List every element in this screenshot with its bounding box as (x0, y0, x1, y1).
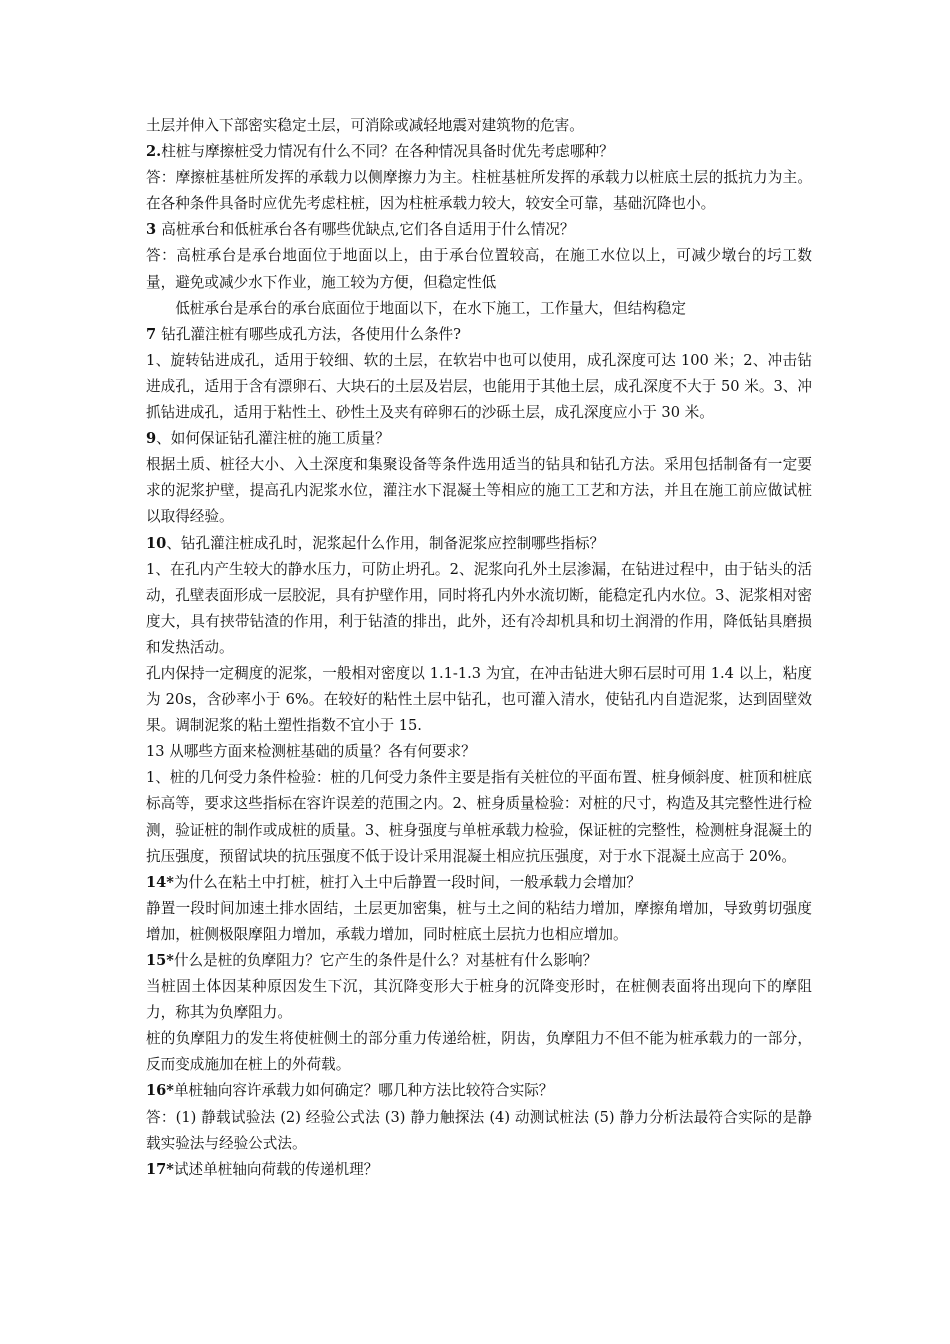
answer-14: 静置一段时间加速土排水固结，土层更加密集，桩与土之间的粘结力增加，摩擦角增加，导致剪切强度增加，桩侧极限摩阻力增加，承载力增加，同时桩底土层抗力也相应增加。 (146, 899, 812, 943)
answer-15-definition: 当桩固土体因某种原因发生下沉，其沉降变形大于桩身的沉降变形时，在桩侧表面将出现向下的摩阻力，称其为负摩阻力。 (146, 978, 812, 1022)
question-number: 10 (146, 534, 167, 552)
answer-3-high: 答：高桩承台是承台地面位于地面以上，由于承台位置较高，在施工水位以上，可减少墩台的圬工数量，避免或减少水下作业，施工较为方便，但稳定性低 (146, 247, 812, 291)
question-9 (146, 426, 812, 452)
question-text: 单桩轴向容许承载力如何确定？哪几种方法比较符合实际？ (173, 1082, 554, 1100)
question-text: 钻孔灌注桩有哪些成孔方法，各使用什么条件? (161, 325, 461, 343)
answer-13: 1、桩的几何受力条件检验：桩的几何受力条件主要是指有关桩位的平面布置、桩身倾斜度、桩顶和桩底标高等，要求这些指标在容许误差的范围之内。2、桩身质量检验：对桩的尺寸，构造及其完整性进行检测，验证桩的制作或成桩的质量。3、桩身强度与单桩承载力检验，保证桩的完整性，检测桩身混凝土的抗压强度，预留试块的抗压强度不低于设计采用混凝土相应抗压强度，对于水下混凝土应高于 20%。 (146, 769, 813, 865)
question-text: 、钻孔灌注桩成孔时，泥浆起什么作用，制备泥浆应控制哪些指标？ (166, 534, 605, 552)
answer-7: 1、旋转钻进成孔，适用于较细、软的土层，在软岩中也可以使用，成孔深度可达 100 米；2、冲击钻进成孔，适用于含有漂卵石、大块石的土层及岩层，也能用于其他土层，成孔深度不大于 50 米。3、冲抓钻进成孔，适用于粘性土、砂性土及夹有碎卵石的沙砾土层，成孔深度应小于 30 米。 (146, 351, 812, 422)
answer-10-functions: 1、在孔内产生较大的静水压力，可防止坍孔。2、泥浆向孔外土层渗漏，在钻进过程中，由于钻头的活动，孔壁表面形成一层胶泥，具有护壁作用，同时将孔内外水流切断，能稳定孔内水位。3、泥浆相对密度大，具有挟带钻渣的作用，利于钻渣的排出，此外，还有冷却机具和切土润滑的作用，降低钻具磨损和发热活动。 (146, 560, 813, 656)
answer-10-indicators: 孔内保持一定稠度的泥浆，一般相对密度以 1.1-1.3 为宜，在冲击钻进大卵石层时可用 1.4 以上，粘度为 20s，含砂率小于 6%。在较好的粘性土层中钻孔，也可灌入清水，使钻孔内自造泥浆，达到固壁效果。调制泥浆的粘土塑性指数不宜小于 15. (146, 664, 812, 735)
question-number: 9 (146, 430, 157, 448)
question-3 (146, 217, 812, 243)
question-10 (146, 531, 812, 557)
question-number: 3 (146, 221, 162, 239)
answer-2: 答：摩擦桩基桩所发挥的承载力以侧摩擦力为主。柱桩基桩所发挥的承载力以桩底土层的抵抗力为主。在各种条件具备时应优先考虑柱桩，因为柱桩承载力较大，较安全可靠，基础沉降也小。 (146, 169, 812, 213)
question-text: 为什么在粘土中打桩，桩打入土中后静置一段时间，一般承载力会增加？ (173, 873, 641, 891)
question-13: 13 从哪些方面来检测桩基础的质量？各有何要求？ (146, 743, 476, 761)
question-text: 试述单桩轴向荷载的传递机理？ (173, 1160, 379, 1178)
document-page (146, 113, 812, 1183)
answer-9: 根据土质、桩径大小、入土深度和集聚设备等条件选用适当的钻具和钻孔方法。采用包括制备有一定要求的泥浆护壁，提高孔内泥浆水位，灌注水下混凝土等相应的施工工艺和方法，并且在施工前应做试桩以取得经验。 (146, 456, 812, 526)
question-number: 2. (146, 143, 162, 161)
question-text: 柱桩与摩擦桩受力情况有什么不同？在各种情况具备时优先考虑哪种？ (161, 143, 614, 161)
question-16 (146, 1078, 812, 1104)
question-7 (146, 322, 812, 348)
question-15 (146, 948, 812, 974)
question-number: 7 (146, 325, 162, 343)
paragraph-1: 土层并伸入下部密实稳定土层，可消除或减轻地震对建筑物的危害。 (146, 117, 584, 134)
question-text: 什么是桩的负摩阻力？它产生的条件是什么？对基桩有什么影响？ (173, 952, 598, 969)
answer-15-effect: 桩的负摩阻力的发生将使桩侧土的部分重力传递给桩，阴齿，负摩阻力不但不能为桩承载力的一部分，反而变成施加在桩上的外荷载。 (146, 1030, 812, 1074)
question-number: 17* (146, 1160, 174, 1178)
question-17 (146, 1157, 812, 1183)
question-text: 高桩承台和低桩承台各有哪些优缺点,它们各自适用于什么情况？ (161, 221, 575, 239)
question-14 (146, 870, 812, 896)
question-2 (146, 139, 812, 165)
question-number: 16* (146, 1082, 174, 1100)
question-number: 14* (146, 873, 174, 891)
answer-16: 答：(1) 静载试验法 (2) 经验公式法 (3) 静力触探法 (4) 动测试桩法 (5) 静力分析法最符合实际的是静载实验法与经验公式法。 (146, 1108, 812, 1152)
answer-3-low: 低桩承台是承台的承台底面位于地面以下，在水下施工，工作量大，但结构稳定 (175, 299, 686, 317)
question-text: 、如何保证钻孔灌注桩的施工质量？ (156, 430, 390, 448)
question-number: 15* (146, 952, 174, 969)
